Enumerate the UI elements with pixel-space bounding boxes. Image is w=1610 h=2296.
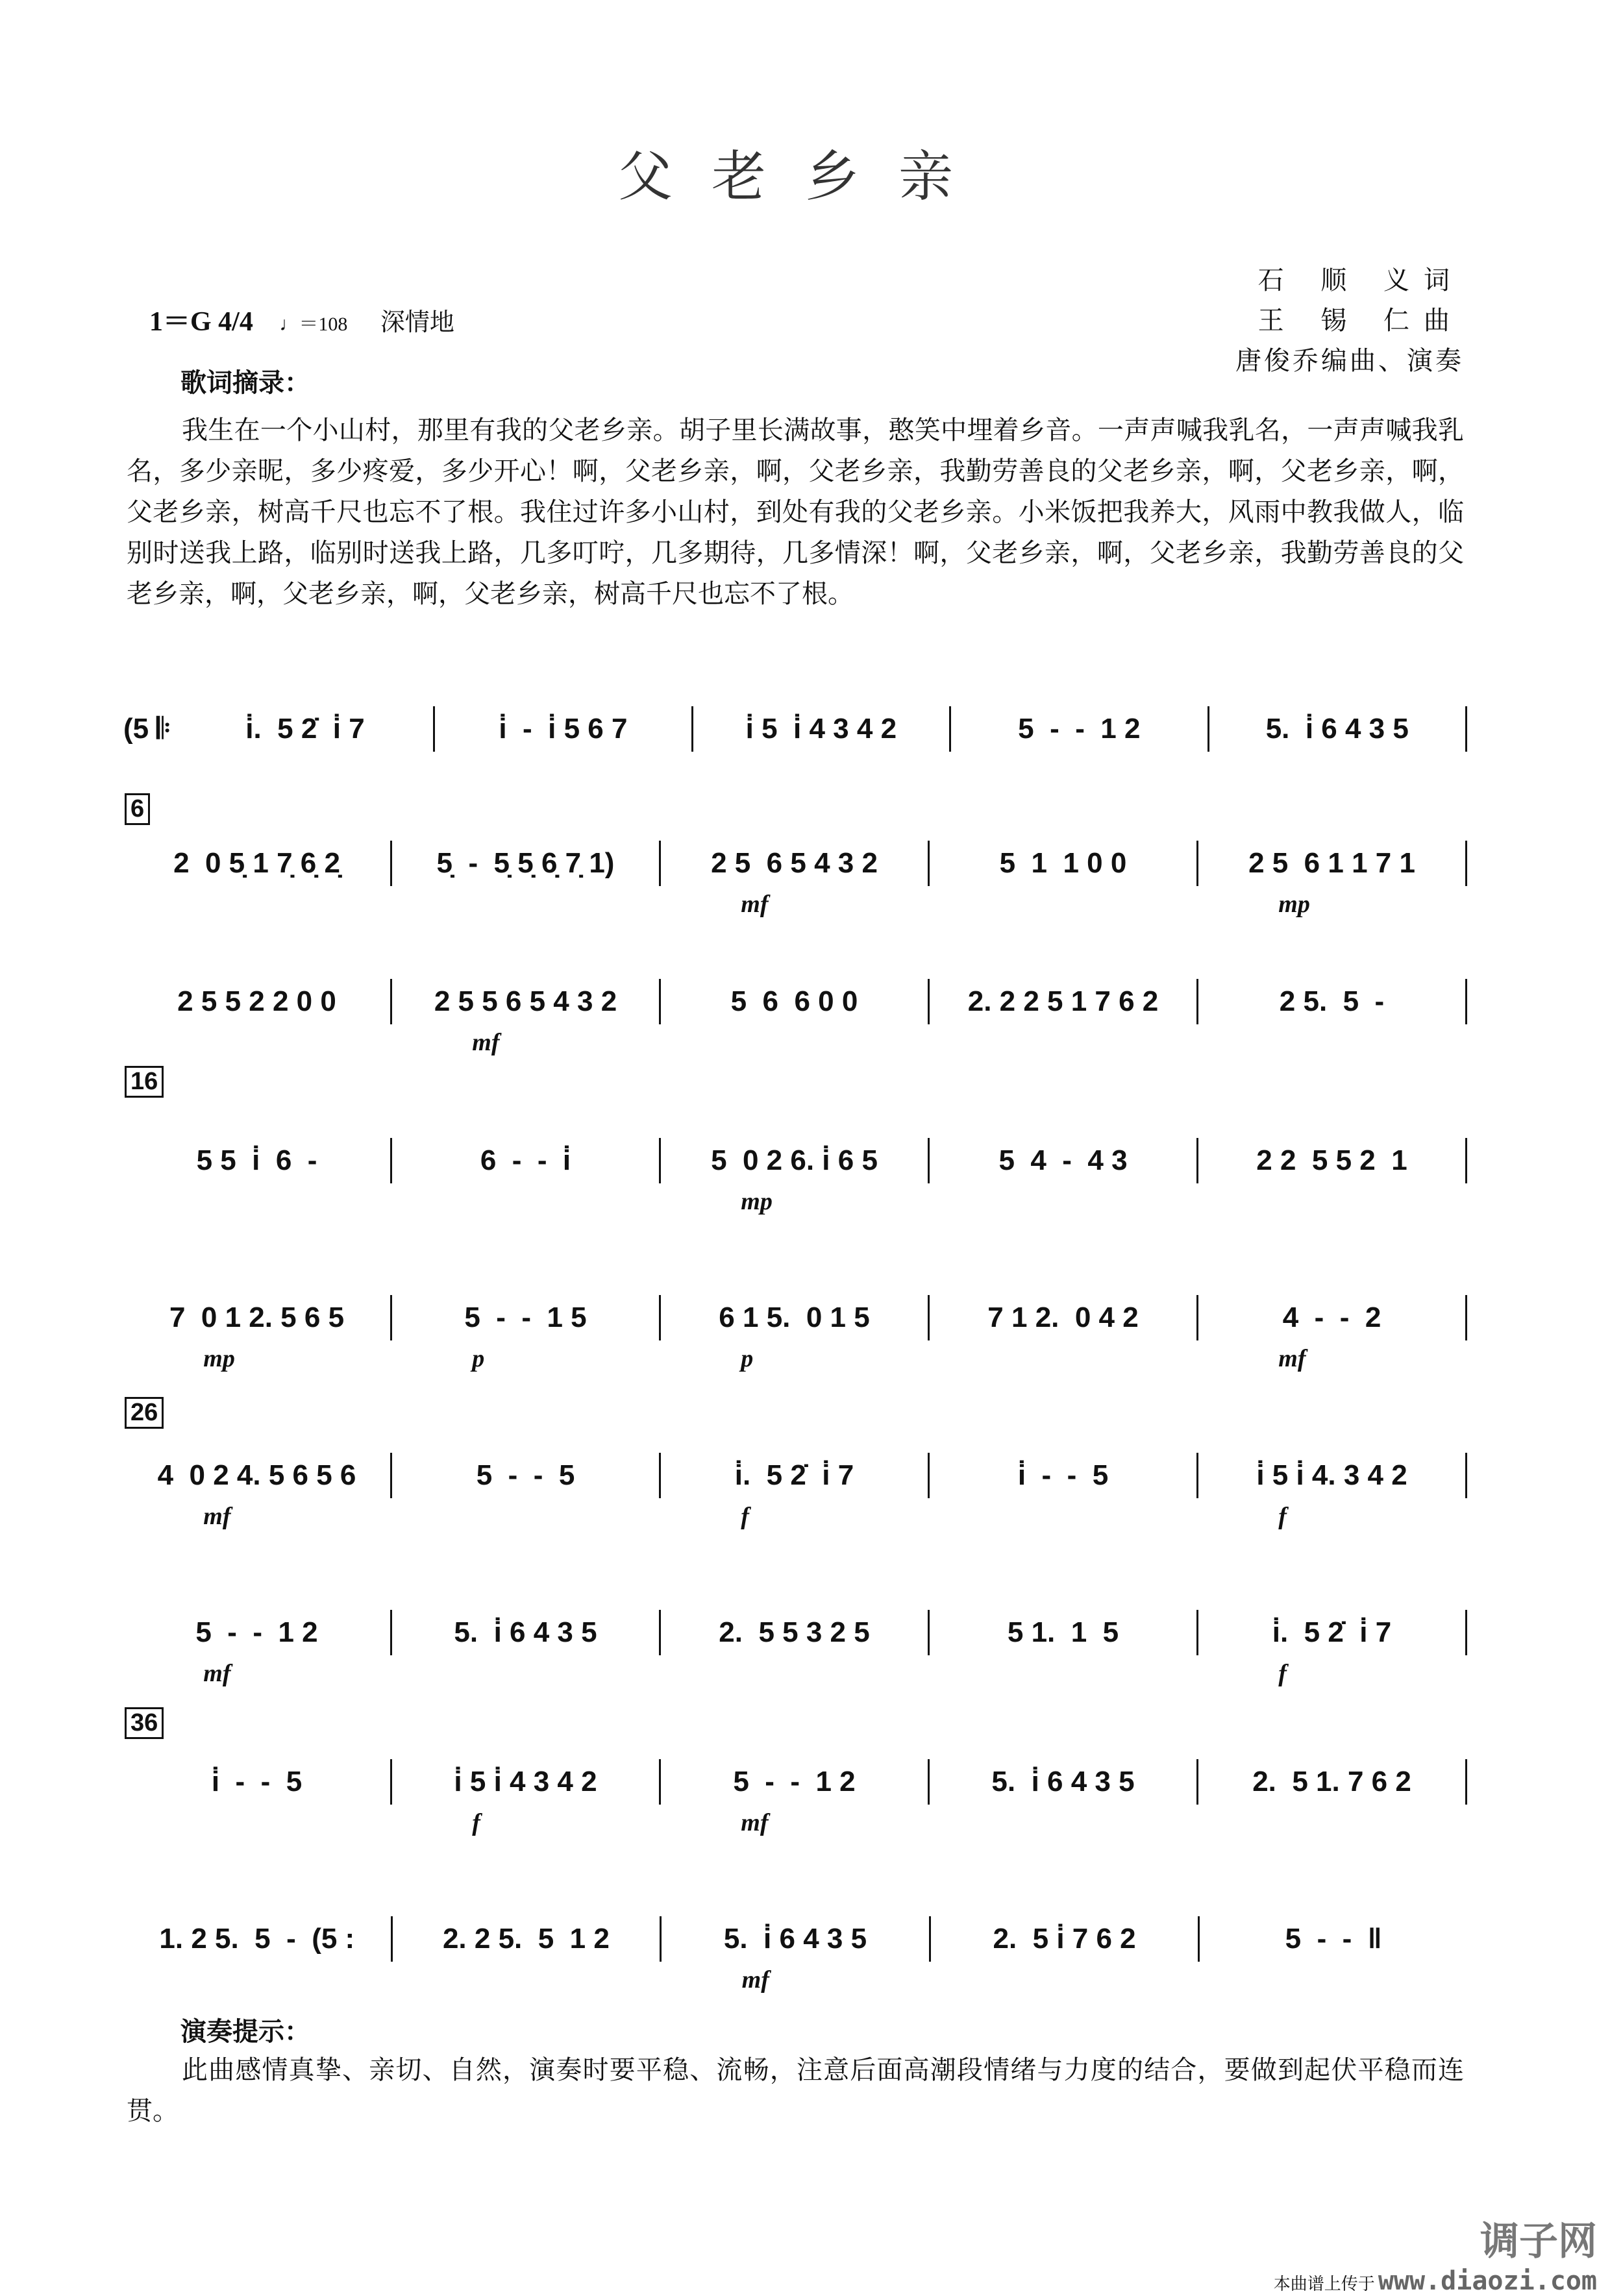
measure-notes: i̇. 5 2̇ i̇ 7: [245, 713, 365, 745]
measure: [930, 1453, 1198, 1498]
watermark-url: www.diaozi.com: [1378, 2266, 1597, 2296]
measure: [661, 1759, 930, 1836]
score-row: [123, 1607, 1467, 1687]
measure: [123, 1295, 392, 1372]
measure: [1198, 1138, 1467, 1183]
score-row: [123, 1756, 1467, 1836]
lyrics-heading: 歌词摘录：: [180, 368, 310, 398]
score-row: [123, 976, 1467, 1056]
watermark: [1274, 2210, 1597, 2296]
measure-notes: 5 - - 5: [476, 1459, 575, 1491]
measure: [661, 1610, 930, 1655]
arranger-credit: 唐俊乔编曲、演奏: [1235, 346, 1464, 376]
dynamic-marking: mf: [741, 1809, 769, 1836]
tips-heading: 演奏提示：: [180, 2017, 310, 2047]
score-row: [123, 1913, 1467, 1994]
measure: [392, 1453, 661, 1498]
measure: [123, 1138, 392, 1183]
measure: [1198, 979, 1467, 1024]
lyricist-credit: 石 顺 义词: [1257, 265, 1464, 295]
measure-notes: 4 0 2 4. 5 6 5 6: [157, 1459, 356, 1491]
measure: [661, 979, 930, 1024]
measure: [435, 706, 693, 752]
measure: [392, 1138, 661, 1183]
measure: [662, 1916, 931, 1994]
dynamic-marking: mp: [1278, 891, 1310, 918]
measure: [392, 1759, 661, 1836]
measure: [123, 841, 392, 886]
dynamic-marking: mf: [1278, 1345, 1306, 1372]
measure-notes: 2. 5 1. 7 6 2: [1252, 1766, 1411, 1797]
measure-notes: 5. i̇ 6 4 3 5: [723, 1923, 867, 1955]
measure-notes: 5. i̇ 6 4 3 5: [454, 1616, 597, 1648]
measure: [392, 979, 661, 1056]
measure: [930, 1759, 1198, 1805]
measure-notes: 5 1. 1 5: [1007, 1616, 1119, 1648]
measure: [392, 841, 661, 886]
measure-notes: 2. 2 5. 5 1 2: [442, 1923, 610, 1955]
measure-notes: 2 0 5̣ 1 7̣ 6̣ 2̣: [173, 847, 340, 879]
measure: [393, 1916, 662, 1962]
dynamic-marking: p: [741, 1345, 754, 1372]
tips-text: 此曲感情真挚、亲切、自然，演奏时要平稳、流畅，注意后面高潮段情绪与力度的结合，要做到起伏平稳而连贯。: [127, 2055, 1464, 2126]
measure: [1198, 1453, 1467, 1530]
dynamic-marking: mf: [203, 1503, 231, 1530]
rehearsal-mark: 6: [125, 793, 150, 825]
rehearsal-mark: 26: [125, 1397, 164, 1429]
measure-notes: 2 2 5 5 2 1: [1256, 1144, 1407, 1176]
dynamic-marking: f: [741, 1503, 749, 1530]
measure-notes: 5 - - 1 2: [195, 1616, 318, 1648]
score-row: [123, 703, 1467, 755]
measure: [123, 979, 392, 1024]
measure: [1198, 1610, 1467, 1687]
measure: [1198, 841, 1467, 918]
measure: [123, 1916, 393, 1962]
measure: [123, 1610, 392, 1687]
watermark-site: 调子网: [1480, 2219, 1597, 2264]
measure: [661, 1453, 930, 1530]
score-row: [123, 1135, 1467, 1215]
measure: [123, 1759, 392, 1805]
rehearsal-mark: 16: [125, 1066, 164, 1098]
measure-notes: i̇ 5 i̇ 4 3 4 2: [454, 1766, 597, 1797]
measure-notes: i̇ - i̇ 5 6 7: [499, 713, 628, 745]
repeat-start: (5 𝄆: [123, 713, 171, 745]
measure-notes: 5 0 2 6. i̇ 6 5: [711, 1144, 878, 1176]
tempo-marking: ♩＝108: [279, 314, 348, 335]
measure-notes: 7 0 1 2. 5 6 5: [169, 1302, 345, 1333]
measure-notes: 5 5 i̇ 6 -: [196, 1144, 317, 1176]
measure-notes: 2. 5 i̇ 7 6 2: [993, 1923, 1136, 1955]
dynamic-marking: p: [472, 1345, 485, 1372]
measure-notes: 5 - - ‖: [1285, 1923, 1382, 1955]
measure-notes: 2 5 6 5 4 3 2: [711, 847, 878, 879]
measure: [931, 1916, 1200, 1962]
lyrics-text: 我生在一个小山村，那里有我的父老乡亲。胡子里长满故事，憨笑中埋着乡音。一声声喊我乳名，一声声喊我乳名，多少亲昵，多少疼爱，多少开心！啊，父老乡亲，啊，父老乡亲，我勤劳善良的父老乡亲，啊，父老乡亲，啊，父老乡亲，树高千尺也忘不了根。我住过许多小山村，到处有我的父老乡亲。小米饭把我养大，风雨中教我做人，临别时送我上路，临别时送我上路，几多叮咛，几多期待，几多情深！啊，父老乡亲，啊，父老乡亲，我勤劳善良的父老乡亲，啊，父老乡亲，啊，父老乡亲，树高千尺也忘不了根。: [127, 415, 1464, 609]
measure: [930, 1610, 1198, 1655]
key-signature-line: [149, 300, 454, 339]
measure: [951, 706, 1209, 752]
measure: [1198, 1759, 1467, 1805]
dynamic-marking: mf: [741, 1966, 769, 1994]
measure-notes: 5 6 6 0 0: [730, 985, 858, 1017]
measure: [661, 1295, 930, 1372]
measure-notes: 5̣ - 5̣ 5̣ 6̣ 7̣ 1): [436, 847, 615, 879]
dynamic-marking: mf: [203, 1660, 231, 1687]
measure: [1200, 1916, 1467, 1962]
measure-notes: 5 1 1 0 0: [999, 847, 1127, 879]
dynamic-marking: f: [472, 1809, 480, 1836]
measure-notes: i̇. 5 2̇ i̇ 7: [1272, 1616, 1392, 1648]
measure-notes: 5. i̇ 6 4 3 5: [991, 1766, 1135, 1797]
score-row: [123, 837, 1467, 918]
measure-notes: 2. 2 2 5 1 7 6 2: [967, 985, 1159, 1017]
score-row: [123, 1292, 1467, 1372]
measure-notes: i̇ - - 5: [1017, 1459, 1109, 1491]
measure: [392, 1610, 661, 1655]
measure-notes: 7 1 2. 0 4 2: [987, 1302, 1139, 1333]
measure-notes: i̇ - - 5: [211, 1766, 303, 1797]
measure: [693, 706, 951, 752]
measure: [930, 1295, 1198, 1340]
measure-notes: 1. 2 5. 5 - (5 :: [159, 1923, 355, 1955]
composer-credit: 王 锡 仁曲: [1257, 306, 1464, 336]
measure: [392, 1295, 661, 1372]
measure-notes: 5 - - 1 2: [1018, 713, 1141, 745]
measure: [930, 1138, 1198, 1183]
measure: [1198, 1295, 1467, 1372]
key-signature: 1＝G 4/4: [149, 307, 253, 337]
measure-notes: 5 4 - 4 3: [998, 1144, 1128, 1176]
measure: [177, 706, 435, 752]
measure: [661, 1138, 930, 1215]
expression-marking: 深情地: [380, 308, 454, 336]
measure: [123, 1453, 392, 1530]
measure: [930, 841, 1198, 886]
measure-notes: 2 5 6 1 1 7 1: [1248, 847, 1415, 879]
page-title: 父老乡亲: [617, 145, 992, 208]
dynamic-marking: f: [1278, 1660, 1287, 1687]
measure-notes: 2 5. 5 -: [1279, 985, 1385, 1017]
measure-notes: i̇ 5 i̇ 4. 3 4 2: [1256, 1459, 1407, 1491]
measure: [930, 979, 1198, 1024]
dynamic-marking: mf: [741, 891, 769, 918]
measure-notes: 2 5 5 6 5 4 3 2: [434, 985, 617, 1017]
measure-notes: 6 1 5. 0 1 5: [719, 1302, 870, 1333]
measure-notes: 2 5 5 2 2 0 0: [177, 985, 336, 1017]
dynamic-marking: mf: [472, 1029, 500, 1056]
measure-notes: 5 - - 1 5: [464, 1302, 587, 1333]
measure-notes: 2. 5 5 3 2 5: [719, 1616, 870, 1648]
watermark-note: 本曲谱上传于: [1273, 2275, 1375, 2294]
dynamic-marking: f: [1278, 1503, 1287, 1530]
measure-notes: 6 - - i̇: [480, 1144, 571, 1176]
score-row: [123, 1450, 1467, 1530]
rehearsal-mark: 36: [125, 1707, 164, 1739]
dynamic-marking: mp: [203, 1345, 235, 1372]
measure-notes: 5 - - 1 2: [733, 1766, 856, 1797]
measure: [1209, 706, 1467, 752]
measure-notes: i̇. 5 2̇ i̇ 7: [734, 1459, 854, 1491]
dynamic-marking: mp: [741, 1188, 773, 1215]
measure-notes: 4 - - 2: [1282, 1302, 1381, 1333]
measure-notes: i̇ 5 i̇ 4 3 4 2: [745, 713, 897, 745]
measure-notes: 5. i̇ 6 4 3 5: [1265, 713, 1409, 745]
measure: [661, 841, 930, 918]
